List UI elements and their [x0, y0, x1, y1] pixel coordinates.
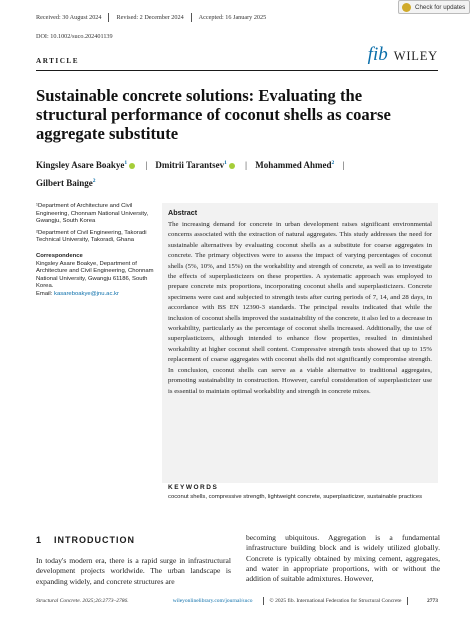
section-number: 1 [36, 535, 43, 545]
email-link[interactable]: kasareboakye@jnu.ac.kr [54, 290, 119, 297]
abstract-box [162, 203, 438, 483]
author-list [36, 155, 436, 191]
header-divider [108, 13, 109, 22]
fib-logo-icon: fib [367, 44, 388, 65]
article-type-label: ARTICLE [36, 57, 79, 65]
keywords-text: coconut shells, compressive strength, lightweight concrete, superplasticizer, sustainable practices [168, 494, 423, 500]
header-rule [36, 70, 438, 71]
copyright-text: © 2025 fib. International Federation for Structural Concrete [269, 598, 402, 604]
check-updates-label: Check for updates [415, 3, 466, 11]
author-affiliation-sup: 2 [92, 178, 96, 184]
correspondence-email-line [36, 291, 156, 299]
correspondence-heading: Correspondence [36, 252, 83, 259]
publisher-logo [368, 44, 438, 66]
body-column-left: In today's modern era, there is a rapid surge in infrastructural development projects worldwide. The urban landscape is expanding widely, and concrete structures are [36, 556, 231, 586]
section-heading [36, 535, 135, 545]
footer-divider [263, 597, 264, 605]
author-separator: | [245, 160, 247, 170]
affiliation-2: ²Department of Civil Engineering, Takoradi Technical University, Takoradi, Ghana [36, 229, 147, 244]
orcid-icon[interactable] [129, 163, 135, 169]
revised-date: Revised: 2 December 2024 [116, 13, 184, 21]
article-title: Sustainable concrete solutions: Evaluating the structural performance of coconut shells as coarse aggregate substitute [36, 86, 391, 143]
header-divider [191, 13, 192, 22]
section-title: INTRODUCTION [54, 535, 136, 545]
journal-url-link[interactable]: wileyonlinelibrary.com/journal/suco [172, 598, 253, 604]
accepted-date: Accepted: 16 January 2025 [198, 13, 267, 21]
journal-citation: Structural Concrete. 2025;26:2773–2786. [36, 598, 129, 604]
author-separator: | [342, 160, 345, 170]
wiley-logo: WILEY [393, 49, 438, 63]
author-name[interactable]: Dmitrii Tarantsev [155, 160, 225, 170]
footer-divider [407, 597, 408, 605]
keywords-block [168, 480, 426, 502]
article-history [36, 10, 438, 24]
correspondence-text: Kingsley Asare Boakye, Department of Architecture and Civil Engineering, Chonnam National University, Gwangju 61186, South Korea. [36, 260, 154, 290]
email-label: Email: [36, 290, 53, 297]
doi[interactable]: DOI: 10.1002/suco.202401139 [36, 33, 113, 40]
abstract-heading: Abstract [168, 208, 198, 217]
orcid-icon[interactable] [229, 163, 235, 169]
page-footer [36, 595, 438, 607]
author-name[interactable]: Kingsley Asare Boakye [36, 160, 125, 170]
author-name[interactable]: Gilbert Bainge [36, 178, 93, 188]
affiliations [36, 203, 156, 299]
author-affiliation-sup: 1 [124, 160, 128, 166]
author-name[interactable]: Mohammed Ahmed [255, 160, 332, 170]
author-affiliation-sup: 2 [331, 160, 335, 166]
page-number: 2773 [427, 598, 438, 604]
author-affiliation-sup: 1 [224, 160, 227, 166]
keywords-heading: KEYWORDS [168, 484, 219, 491]
body-column-right: becoming ubiquitous. Aggregation is a fundamental infrastructure building block and is widely utilized globally. Concrete is typically obtained by mixing cement, aggregates, and water in appropriate proportions, with or without the addition of suitable admixtures. However, [246, 533, 440, 584]
abstract-text: The increasing demand for concrete in urban development raises significant environmental concerns associated with the extraction of natural aggregates. This study addresses the need for sustainable alternatives by evaluating coconut shells as a substitute for coarse aggregates in concrete. The primary objectives were to assess the impact of varying percentages of coconut shells (5%, 10%, and 15%) on the workability and strength of concrete, as well as to investigate the effects of superplasticizers on these properties. A systematic approach was employed to prepare concrete mix proportions, incorporating coconut shells and superplasticizers. Concrete specimens were cast and subjected to strength tests after curing periods of 7, 14, and 28 days, in accordance with BS EN 12390-3 standards. The principal results indicated that while the inclusion of coconut shells improved the sustainability of the concrete, it also led to a decrease in workability, particularly as the percentage of coconut shells increased. Additionally, the use of superplasticizers, although intended to enhance flow properties, resulted in diminished workability at higher coconut shell content. Compressive strength tests showed that up to 15% replacement of coarse aggregates with coconut shells did not significantly compromise strength. In conclusion, coconut shells can serve as a viable alternative to traditional aggregates, promoting sustainability in construction. However, careful consideration of superplasticizer use is essential to maintain optimal workability and strength in concrete mixes. [168, 221, 432, 395]
author-separator: | [145, 160, 148, 170]
affiliation-1: ¹Department of Architecture and Civil Engineering, Chonnam National University, Gwangju, South Korea [36, 203, 149, 225]
received-date: Received: 30 August 2024 [36, 13, 102, 21]
